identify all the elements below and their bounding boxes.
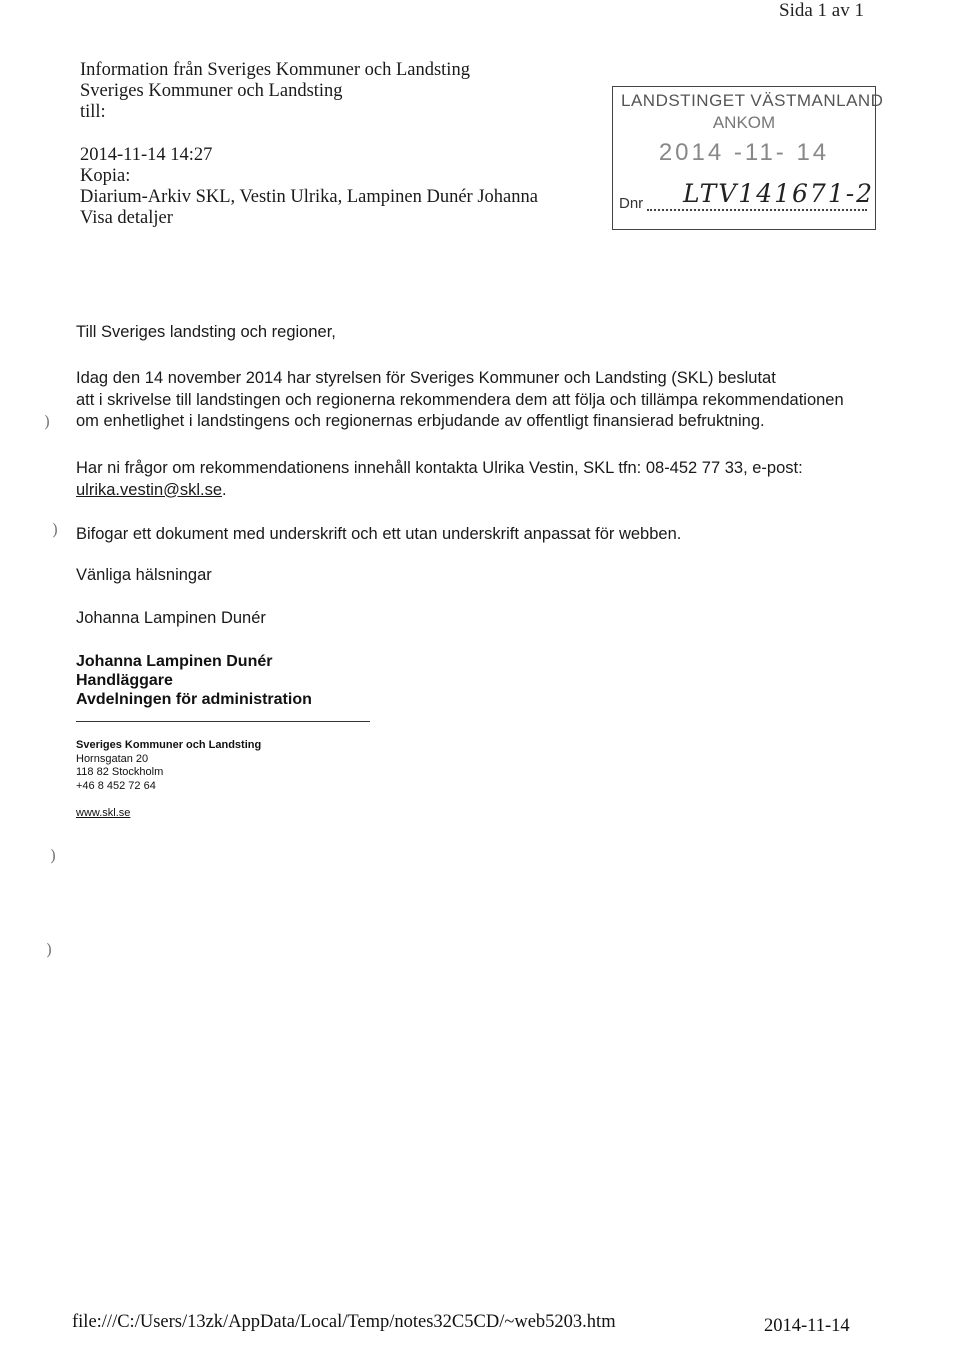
contact-line: Har ni frågor om rekommendationens innehåll kontakta Ulrika Vestin, SKL tfn: 08-452 77 33, e-post: <box>76 459 803 477</box>
contact-email-link[interactable]: ulrika.vestin@skl.se <box>76 480 223 499</box>
hole-punch-mark: ) <box>50 846 57 865</box>
organization-street: Hornsgatan 20 <box>76 752 149 765</box>
stamp-date: 2014 -11- 14 <box>658 139 830 166</box>
signature-block <box>76 652 312 709</box>
stamp-organization: LANDSTINGET VÄSTMANLAND <box>621 91 884 110</box>
footer-date: 2014-11-14 <box>764 1316 850 1336</box>
hole-punch-mark: ) <box>52 520 59 539</box>
header-from-line: Information från Sveriges Kommuner och Landsting <box>80 60 470 80</box>
hole-punch-mark: ) <box>44 412 51 431</box>
stamp-handwritten-number: LTV141671-2 <box>683 179 875 208</box>
stamp-received-label: ANKOM <box>712 113 776 132</box>
paragraph-line: om enhetlighet i landstingens och regionernas erbjudande av offentligt finansierad befruktning. <box>76 412 765 430</box>
greeting: Till Sveriges landsting och regioner, <box>76 323 336 341</box>
organization-block <box>76 739 261 793</box>
header-to-label: till: <box>80 102 106 122</box>
signature-divider <box>76 721 370 722</box>
paragraph-line: Idag den 14 november 2014 har styrelsen för Sveriges Kommuner och Landsting (SKL) beslutat <box>76 369 776 387</box>
footer-file-path: file:///C:/Users/13zk/AppData/Local/Temp/notes32C5CD/~web5203.htm <box>72 1312 616 1332</box>
organization-postal: 118 82 Stockholm <box>76 766 164 778</box>
sender-name: Johanna Lampinen Dunér <box>76 609 266 627</box>
show-details-link[interactable]: Visa detaljer <box>80 208 173 228</box>
email-header <box>80 60 538 229</box>
paragraph-decision <box>76 368 876 433</box>
closing: Vänliga hälsningar <box>76 566 212 584</box>
header-copy-label: Kopia: <box>80 166 131 186</box>
contact-email-line <box>76 480 876 502</box>
signature-name: Johanna Lampinen Dunér <box>76 653 273 670</box>
stamp-dnr-label: Dnr <box>619 195 644 212</box>
signature-title: Handläggare <box>76 672 173 689</box>
header-date: 2014-11-14 14:27 <box>80 145 213 165</box>
hole-punch-mark: ) <box>46 940 53 959</box>
received-stamp <box>612 86 884 230</box>
stamp-dotted-line <box>647 209 867 211</box>
paragraph-line: att i skrivelse till landstingen och regionerna rekommendera dem att följa och tillämpa rekommendationen <box>76 390 844 409</box>
organization-phone: +46 8 452 72 64 <box>76 779 156 792</box>
organization-name: Sveriges Kommuner och Landsting <box>76 739 262 751</box>
signature-department: Avdelningen för administration <box>76 691 312 708</box>
header-sender-line: Sveriges Kommuner och Landsting <box>80 81 343 101</box>
contact-email-period: . <box>222 480 227 499</box>
page-number-label: Sida 1 av 1 <box>779 0 864 21</box>
header-copy-recipients: Diarium-Arkiv SKL, Vestin Ulrika, Lampinen Dunér Johanna <box>80 187 538 207</box>
paragraph-attachment: Bifogar ett dokument med underskrift och ett utan underskrift anpassat för webben. <box>76 525 682 543</box>
paragraph-contact <box>76 458 876 501</box>
organization-website-link[interactable]: www.skl.se <box>76 807 131 819</box>
